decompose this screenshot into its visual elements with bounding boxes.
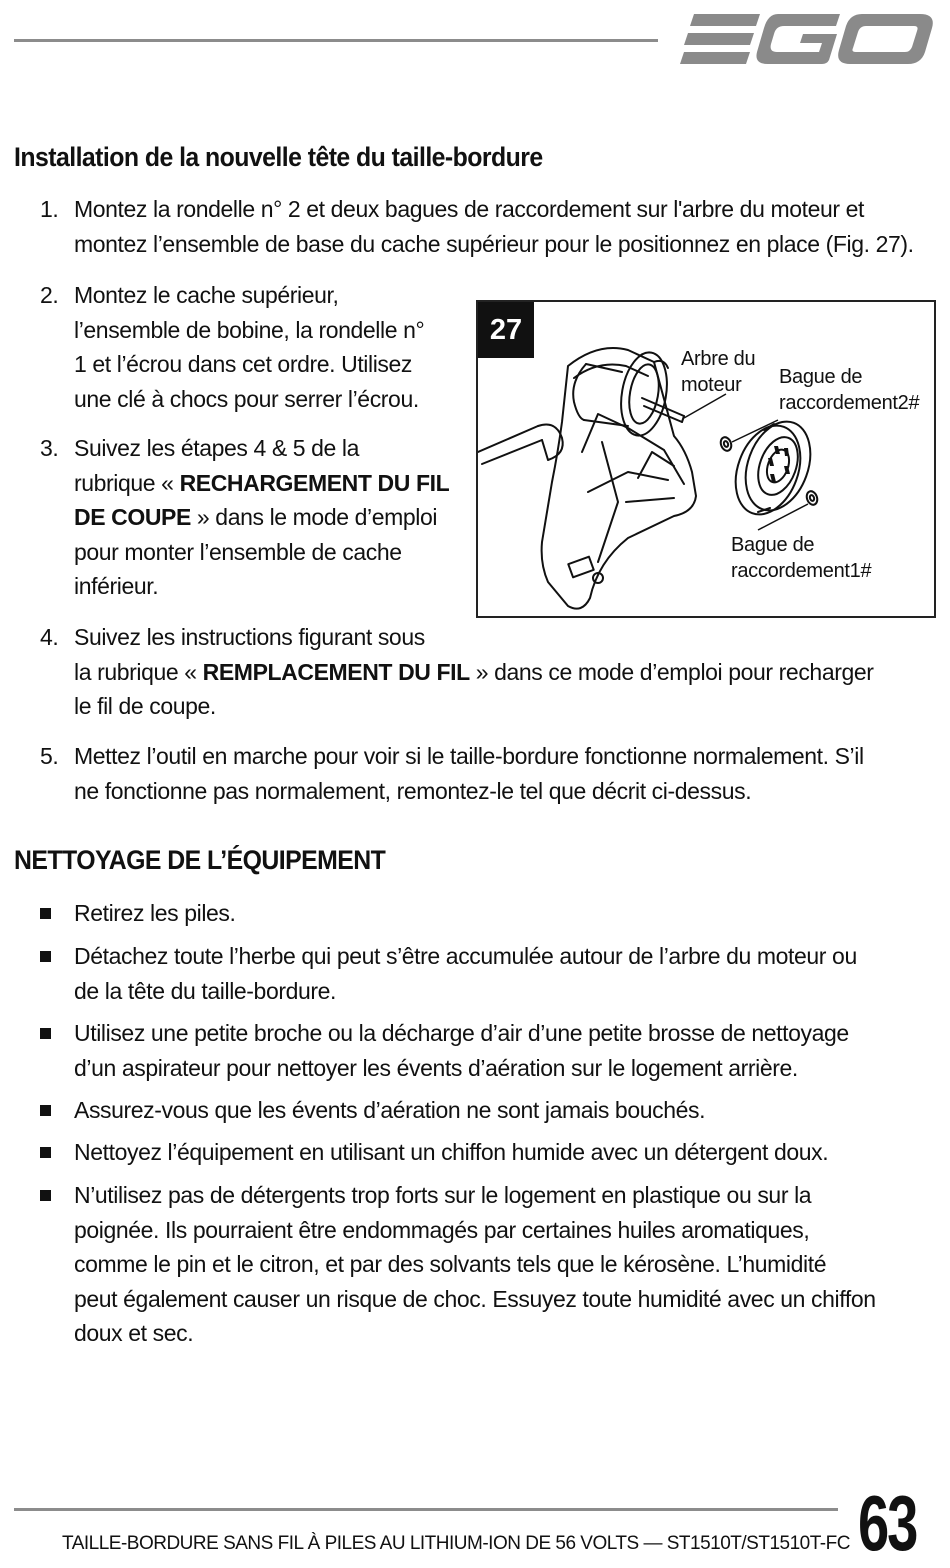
step-line: rubrique « RECHARGEMENT DU FIL xyxy=(74,469,450,496)
label-ring-2: Bague de raccordement2# xyxy=(779,366,920,414)
section-title-cleaning: NETTOYAGE DE L’ÉQUIPEMENT xyxy=(14,845,386,875)
bullet-square-icon xyxy=(40,1190,51,1201)
step-1 xyxy=(40,192,940,262)
step-text xyxy=(74,278,424,416)
page-number: 63 xyxy=(858,1479,917,1567)
step-2 xyxy=(40,278,470,418)
step-4 xyxy=(40,620,940,725)
step-number: 4. xyxy=(40,624,59,650)
bullet-square-icon xyxy=(40,1147,51,1158)
step-line: Suivez les instructions figurant sous xyxy=(74,624,425,650)
step-line: la rubrique « REMPLACEMENT DU FIL » dans ce mode d’emploi pour recharger xyxy=(74,658,874,685)
label-motor-shaft: Arbre du moteur xyxy=(681,348,756,396)
step-text xyxy=(74,192,914,261)
label-ring-1: Bague de raccordement1# xyxy=(731,534,872,582)
step-line: DE COUPE » dans le mode d’emploi xyxy=(74,504,438,530)
bullet-square-icon xyxy=(40,951,51,962)
ego-logo xyxy=(680,10,936,68)
bold-reference: RECHARGEMENT DU FIL xyxy=(179,469,450,496)
figure-number: 27 xyxy=(478,302,534,358)
step-line: le fil de coupe. xyxy=(74,693,216,719)
step-text xyxy=(74,739,864,808)
bullet-item: Détachez toute l’herbe qui peut s’être accumulée autour de l’arbre du moteur ou de la tête du taille-bordure. xyxy=(40,939,940,1009)
step-line: Mettez l’outil en marche pour voir si le taille-bordure fonctionne normalement. S’il xyxy=(74,743,864,769)
step-line: montez l’ensemble de base du cache supérieur pour le positionnez en place (Fig. 27). xyxy=(74,230,914,257)
bullet-square-icon xyxy=(40,1028,51,1039)
footer-rule xyxy=(14,1508,838,1511)
step-line: Montez la rondelle n° 2 et deux bagues de raccordement sur l'arbre du moteur et xyxy=(74,196,865,222)
step-text xyxy=(74,431,449,604)
bullet-item: Nettoyez l’équipement en utilisant un chiffon humide avec un détergent doux. xyxy=(40,1135,940,1170)
step-line: l’ensemble de bobine, la rondelle n° xyxy=(74,316,425,343)
step-3 xyxy=(40,431,470,606)
footer-product-title: TAILLE-BORDURE SANS FIL À PILES AU LITHIUM-ION DE 56 VOLTS — ST1510T/ST1510T-FC xyxy=(62,1533,850,1554)
step-number: 5. xyxy=(40,743,59,769)
step-line: Montez le cache supérieur, xyxy=(74,282,339,308)
step-number: 3. xyxy=(40,435,59,461)
step-line: Suivez les étapes 4 & 5 de la xyxy=(74,435,360,461)
bold-reference: REMPLACEMENT DU FIL xyxy=(202,658,470,685)
step-line: ne fonctionne pas normalement, remontez-le tel que décrit ci-dessus. xyxy=(74,777,752,804)
ego-logo-mark xyxy=(680,10,936,68)
step-number: 2. xyxy=(40,282,59,308)
figure-27 xyxy=(476,300,936,618)
step-number: 1. xyxy=(40,196,59,222)
section-title-installation: Installation de la nouvelle tête du taille-bordure xyxy=(14,142,543,172)
bold-reference: DE COUPE xyxy=(74,504,191,530)
bullet-item: Retirez les piles. xyxy=(40,896,940,931)
step-line: inférieur. xyxy=(74,573,159,599)
step-text xyxy=(74,620,874,724)
bullet-item: Utilisez une petite broche ou la décharge d’air d’une petite brosse de nettoyage d’un aspirateur pour nettoyer les évents d’aération sur le logement arrière. xyxy=(40,1016,940,1086)
bullet-item: N’utilisez pas de détergents trop forts sur le logement en plastique ou sur la poignée. Ils pourraient être endommagés par certaines huiles aromatiques, comme le pin et le citron, et par des solvants tels que le kérosène. L’humidité peut également causer un risque de choc. Essuyez toute humidité avec un chiffon doux et sec. xyxy=(40,1178,945,1353)
bullet-square-icon xyxy=(40,1105,51,1116)
bullet-square-icon xyxy=(40,908,51,919)
header-rule xyxy=(14,39,658,42)
step-5 xyxy=(40,739,945,809)
step-line: une clé à chocs pour serrer l’écrou. xyxy=(74,385,419,412)
bullet-item: Assurez-vous que les évents d’aération ne sont jamais bouchés. xyxy=(40,1093,940,1128)
step-line: pour monter l’ensemble de cache xyxy=(74,538,402,565)
step-line: 1 et l’écrou dans cet ordre. Utilisez xyxy=(74,351,413,377)
